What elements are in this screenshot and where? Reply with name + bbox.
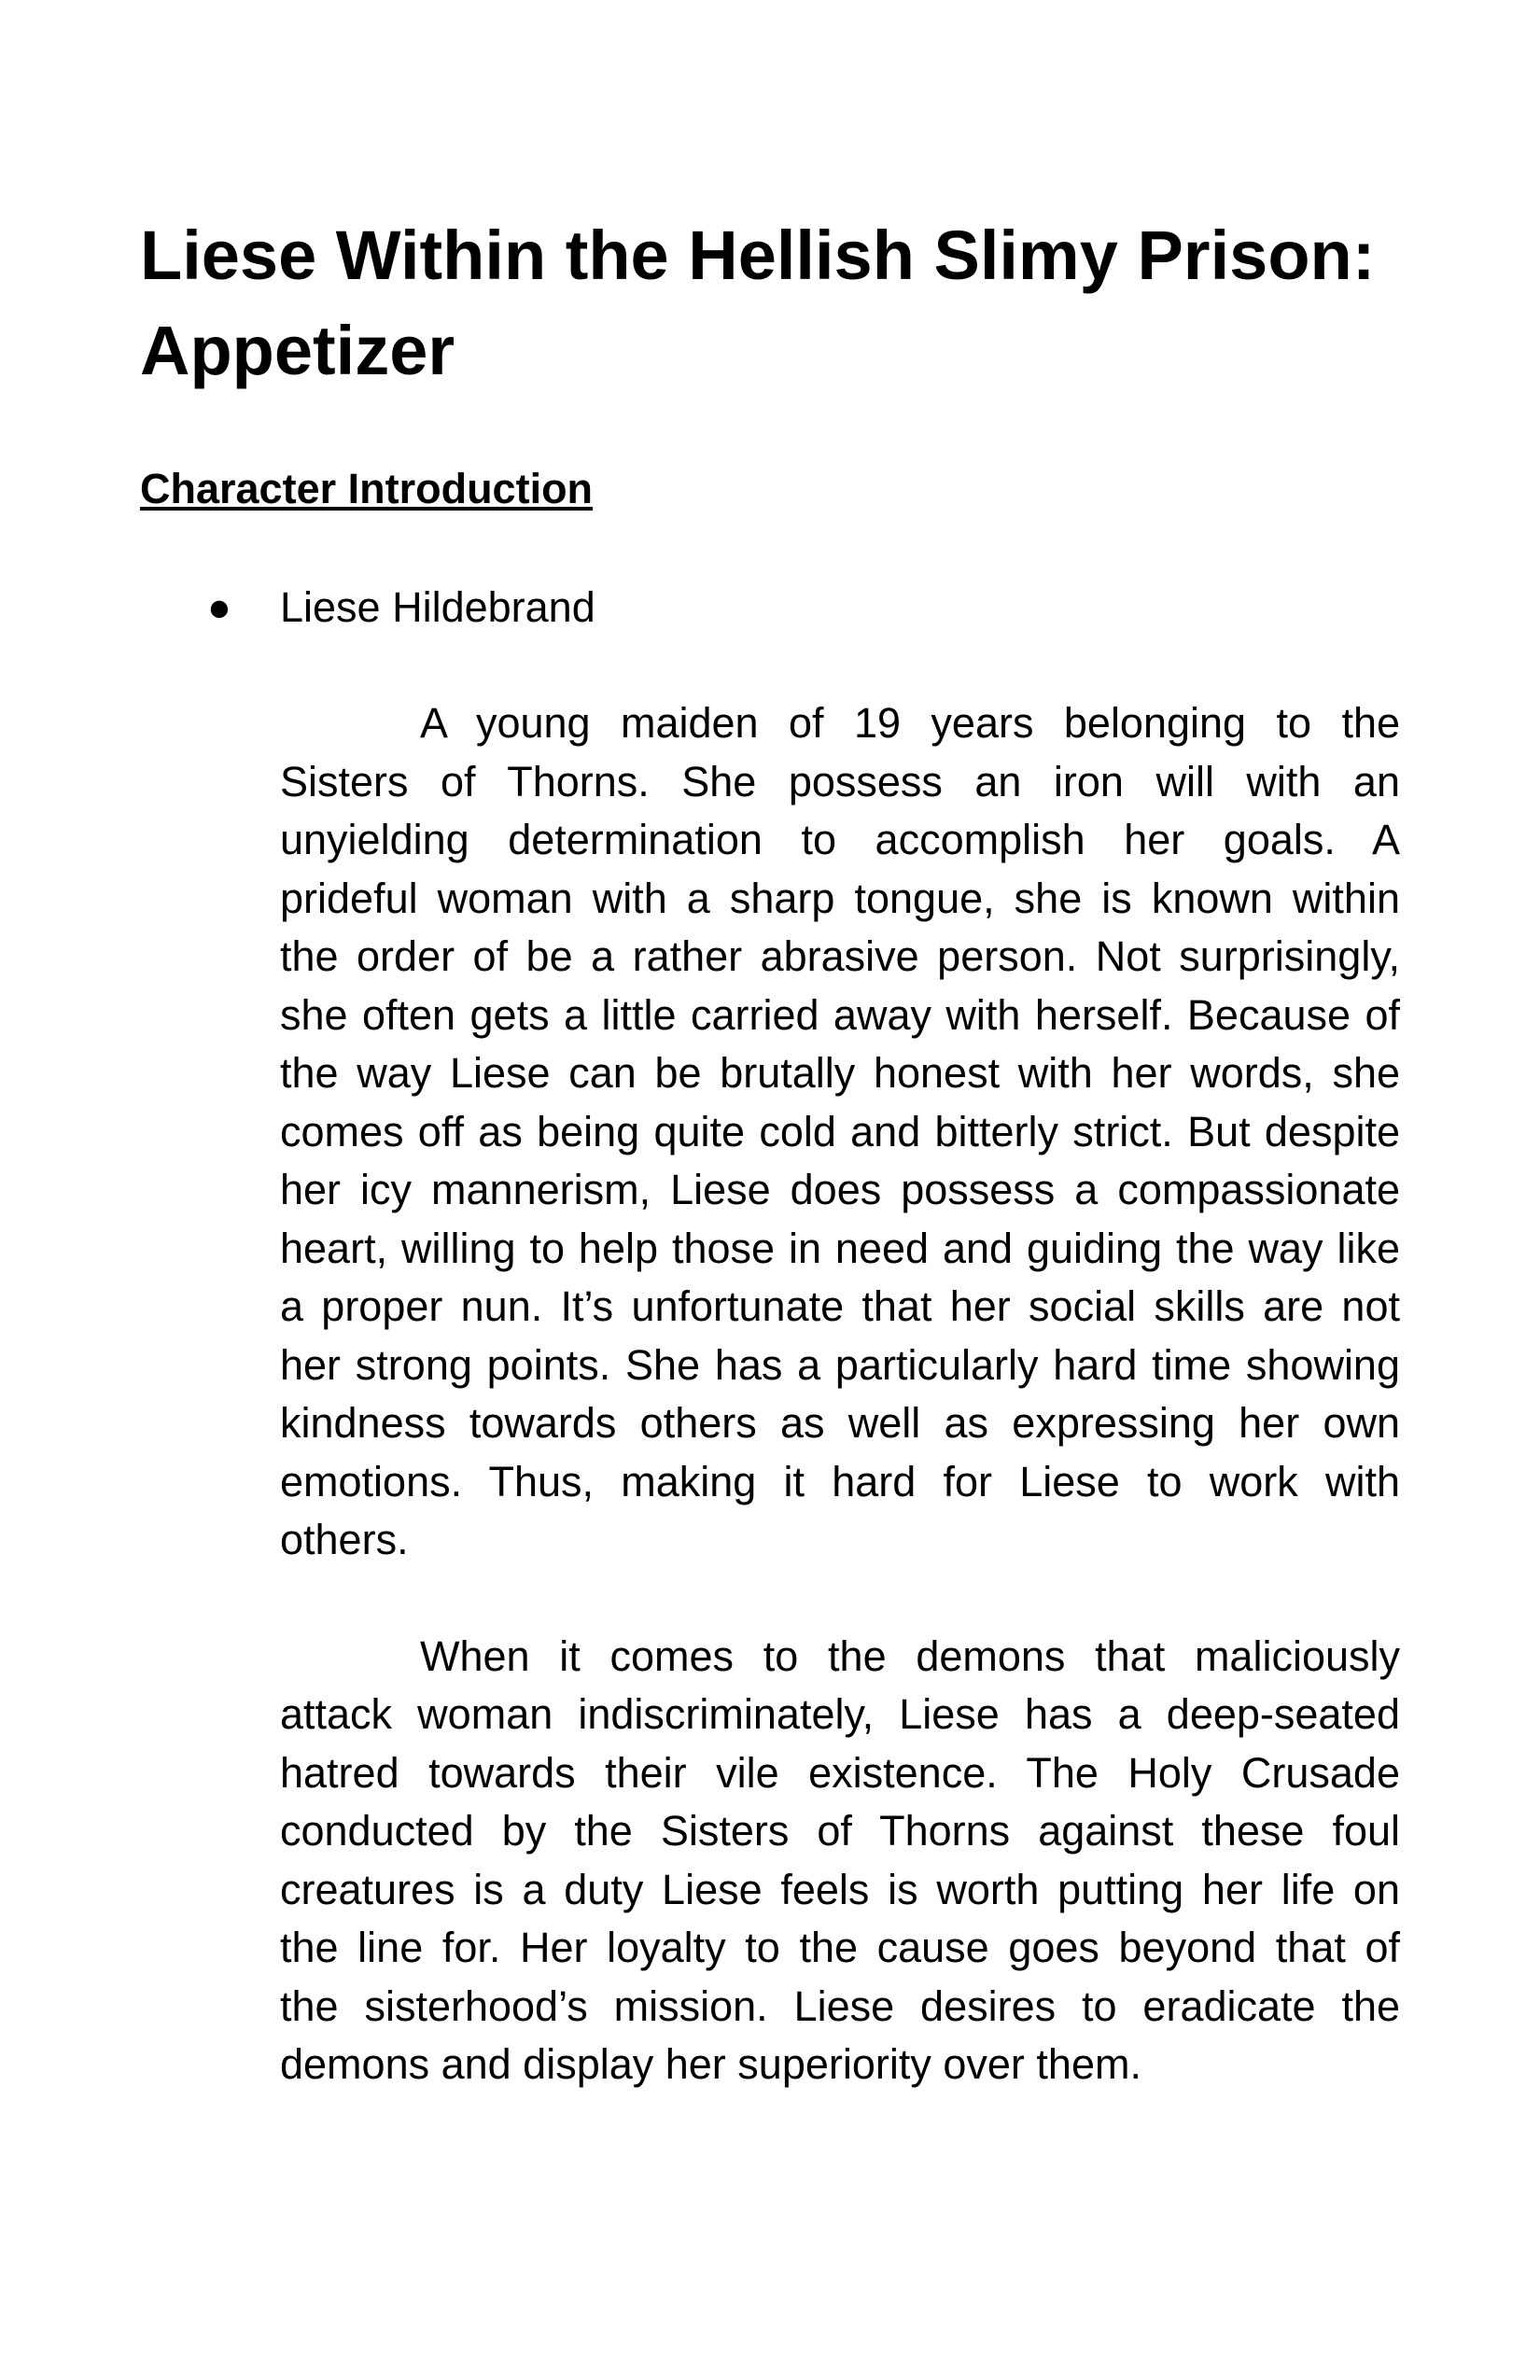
- paragraph-1-line-7: the way Liese can be brutally honest with her words, she: [280, 1049, 1400, 1097]
- paragraph-2-line-3: hatred towards their vile existence. The Holy Crusade: [280, 1748, 1400, 1797]
- character-name: Liese Hildebrand: [280, 582, 595, 631]
- paragraph-2-line-4: conducted by the Sisters of Thorns against these foul: [280, 1807, 1400, 1855]
- paragraph-1-line-3: unyielding determination to accomplish her goals. A: [280, 816, 1400, 863]
- list-item: [140, 579, 1400, 637]
- paragraph-1-line-2: Sisters of Thorns. She possess an iron will with an: [280, 757, 1400, 805]
- paragraph-2-line-6: the line for. Her loyalty to the cause goes beyond that of: [280, 1924, 1400, 1971]
- paragraph-2-line-2: attack woman indiscriminately, Liese has a deep-seated: [280, 1690, 1400, 1738]
- paragraph-2-line-1: When it comes to the demons that maliciously: [420, 1631, 1400, 1680]
- paragraph-1-line-1: A young maiden of 19 years belonging to the: [420, 699, 1400, 747]
- document-title-line-1: Liese Within the Hellish Slimy Prison:: [140, 217, 1376, 294]
- paragraph-1-line-9: her icy mannerism, Liese does possess a compassionate: [280, 1166, 1400, 1213]
- paragraph-1-line-8: comes off as being quite cold and bitterly strict. But despite: [280, 1107, 1400, 1155]
- paragraph-1-line-12: her strong points. She has a particularly hard time showing: [280, 1340, 1400, 1389]
- bullet-icon: ●: [207, 584, 231, 630]
- paragraph-1-line-5: the order of be a rather abrasive person. Not surprisingly,: [280, 932, 1400, 980]
- document-title: [140, 208, 1400, 399]
- document-title-line-2: Appetizer: [140, 312, 455, 389]
- paragraph-1-line-13: kindness towards others as well as expressing her own: [280, 1399, 1400, 1447]
- section-heading-text: Character Introduction: [140, 465, 594, 512]
- paragraph-1-line-6: she often gets a little carried away with herself. Because of: [280, 990, 1400, 1039]
- paragraph-1-line-4: prideful woman with a sharp tongue, she is known within: [280, 874, 1400, 922]
- paragraph-2-line-7: the sisterhood’s mission. Liese desires to eradicate the: [280, 1981, 1400, 2030]
- paragraph-1-line-10: heart, willing to help those in need and guiding the way like: [280, 1224, 1400, 1272]
- paragraph-2: [280, 1628, 1400, 2094]
- paragraph-2-line-8: demons and display her superiority over them.: [280, 2040, 1141, 2088]
- section-heading: [140, 460, 1400, 519]
- paragraph-1-line-11: a proper nun. It’s unfortunate that her social skills are not: [280, 1282, 1400, 1330]
- paragraph-1-line-15: others.: [280, 1516, 409, 1563]
- paragraph-1: [280, 694, 1400, 1570]
- paragraph-1-line-14: emotions. Thus, making it hard for Liese to work with: [280, 1457, 1400, 1505]
- character-list: [140, 579, 1400, 637]
- paragraph-2-line-5: creatures is a duty Liese feels is worth putting her life on: [280, 1865, 1400, 1913]
